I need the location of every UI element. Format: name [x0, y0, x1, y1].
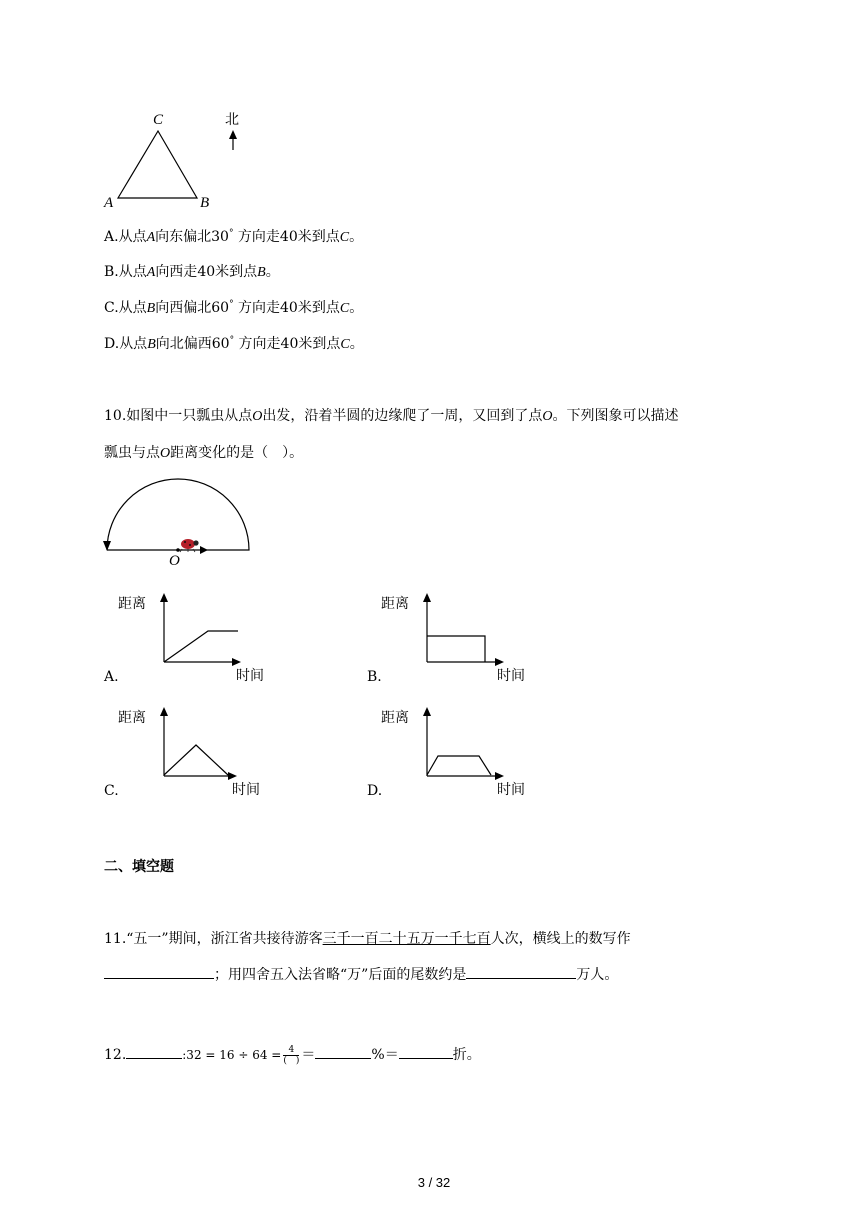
graph-c-option-label[interactable]: C.	[104, 783, 119, 799]
graph-c-xlabel: 时间	[232, 782, 260, 798]
q9-option-b[interactable]: B.从点A向西走40米到点B。	[104, 264, 280, 280]
point-o-label: O	[169, 553, 180, 569]
q10-stem-line2: 瓢虫与点O距离变化的是（ ）。	[104, 445, 304, 461]
graph-b-ylabel: 距离	[381, 596, 409, 612]
q11-blank-1[interactable]	[104, 964, 214, 979]
triangle-abc	[118, 131, 197, 198]
graph-a-ylabel: 距离	[118, 596, 146, 612]
graph-d	[413, 704, 513, 784]
graph-a-xlabel: 时间	[236, 668, 264, 684]
north-arrowhead	[229, 130, 237, 139]
q11-underlined-number: 三千一百二十五万一千七百	[322, 931, 491, 947]
graph-c	[150, 704, 250, 784]
north-label: 北	[225, 112, 239, 128]
q10-stem-line1: 10.如图中一只瓢虫从点O出发，沿着半圆的边缘爬了一周，又回到了点O。下列图象可以描述	[104, 408, 679, 424]
section-title: 二、填空题	[104, 859, 174, 875]
graph-a-option-label[interactable]: A.	[104, 669, 119, 685]
q12-blank-3[interactable]	[399, 1044, 453, 1059]
graph-b-option-label[interactable]: B.	[367, 669, 382, 685]
q12-blank-2[interactable]	[315, 1044, 371, 1059]
graph-d-option-label[interactable]: D.	[367, 783, 383, 799]
vertex-label-c: C	[153, 112, 164, 128]
vertex-label-a: A	[104, 195, 114, 211]
graph-a-curve	[164, 631, 238, 662]
graph-c-curve	[164, 745, 228, 775]
graph-c-ylabel: 距离	[118, 710, 146, 726]
semicircle-arc	[107, 479, 249, 550]
q9-option-d[interactable]: D.从点B向北偏西60° 方向走40米到点C。	[104, 335, 364, 352]
q9-option-c[interactable]: C.从点B向西偏北60° 方向走40米到点C。	[104, 299, 364, 316]
baseline-arrowhead	[200, 546, 208, 554]
q11-line2: ；用四舍五入法省略“万”后面的尾数约是 万人。	[104, 964, 618, 984]
graph-d-curve	[427, 756, 491, 775]
page-number: 3 / 32	[417, 1175, 451, 1190]
graph-a	[150, 590, 250, 670]
graph-b	[413, 590, 513, 670]
q12-fraction: $\frac{4}{( )}$	[283, 1044, 300, 1066]
semicircle-figure	[100, 475, 260, 565]
q12-line: 12. :32 = 16 ÷ 64 = $\frac{4}{( )}$ ＝ %＝ 折。	[104, 1044, 481, 1066]
graph-b-xlabel: 时间	[497, 668, 525, 684]
graph-b-curve	[427, 636, 485, 662]
graph-d-xlabel: 时间	[497, 782, 525, 798]
q12-blank-1[interactable]	[126, 1044, 182, 1059]
q11-line1: 11.“五一”期间，浙江省共接待游客三千一百二十五万一千七百人次，横线上的数写作	[104, 931, 631, 947]
graph-d-ylabel: 距离	[381, 710, 409, 726]
q11-blank-2[interactable]	[466, 964, 576, 979]
point-o-dot	[176, 548, 180, 552]
q9-option-a[interactable]: A.从点A向东偏北30° 方向走40米到点C。	[104, 228, 364, 245]
vertex-label-b: B	[200, 195, 210, 211]
